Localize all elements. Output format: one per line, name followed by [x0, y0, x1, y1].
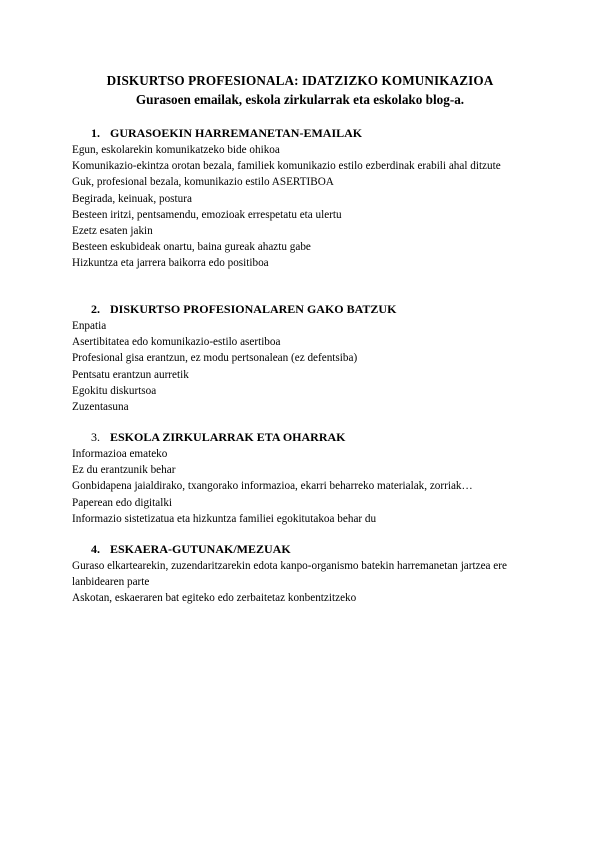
list-item: Gonbidapena jaialdirako, txangorako informazioa, ekarri beharreko materialak, zorriak… [72, 480, 473, 493]
section-heading [91, 429, 542, 445]
list-item: Hizkuntza eta jarrera baikorra edo positiboa [72, 257, 269, 270]
list-item: Zuzentasuna [72, 401, 129, 414]
list-item: Informazioa emateko [72, 448, 168, 460]
section-number: 3. [91, 430, 100, 444]
list-item: Besteen iritzi, pentsamendu, emozioak errespetatu eta ulertu [72, 208, 342, 221]
list-item: Enpatia [72, 320, 107, 332]
section-4 [72, 541, 542, 607]
section-2 [72, 301, 542, 415]
list-item: Profesional gisa erantzun, ez modu pertsonalean (ez defentsiba) [72, 352, 358, 365]
section-title: GURASOEKIN HARREMANETAN-EMAILAK [110, 126, 363, 140]
list-item: Ez du erantzunik behar [72, 464, 176, 477]
section-3 [72, 429, 542, 527]
section-1 [72, 125, 542, 272]
list-item: Asertibitatea edo komunikazio-estilo asertiboa [72, 336, 281, 349]
title-block [0, 72, 600, 108]
list-item: Guraso elkartearekin, zuzendaritzarekin edota kanpo-organismo batekin harremanetan jartzea ere lanbidearen parte [72, 560, 507, 589]
list-item: Askotan, eskaeraren bat egiteko edo zerbaitetaz konbentzitzeko [72, 592, 357, 605]
section-number: 4. [91, 542, 100, 556]
list-item: Informazio sistetizatua eta hizkuntza familiei egokitutakoa behar du [72, 512, 377, 525]
list-item: Paperean edo digitalki [72, 496, 173, 509]
list-item: Begirada, keinuak, postura [72, 192, 192, 205]
section-title: ESKOLA ZIRKULARRAK ETA OHARRAK [110, 430, 346, 444]
section-heading [91, 125, 542, 141]
section-title: DISKURTSO PROFESIONALAREN GAKO BATZUK [110, 302, 397, 316]
document-title: DISKURTSO PROFESIONALA: IDATZIZKO KOMUNIKAZIOA [106, 73, 494, 88]
list-item: Ezetz esaten jakin [72, 225, 153, 238]
section-number: 2. [91, 302, 100, 316]
document-subtitle: Gurasoen emailak, eskola zirkularrak eta eskolako blog-a. [135, 92, 465, 107]
list-item: Guk, profesional bezala, komunikazio estilo ASERTIBOA [72, 176, 334, 189]
section-number: 1. [91, 126, 100, 140]
section-heading [91, 541, 542, 557]
list-item: Pentsatu erantzun aurretik [72, 368, 189, 381]
list-item: Egokitu diskurtsoa [72, 384, 157, 397]
section-title: ESKAERA-GUTUNAK/MEZUAK [110, 542, 291, 556]
section-heading [91, 301, 542, 317]
list-item: Besteen eskubideak onartu, baina gureak ahaztu gabe [72, 241, 311, 254]
list-item: Komunikazio-ekintza orotan bezala, familiek komunikazio estilo ezberdinak erabili ahal ditzute [72, 160, 501, 173]
list-item: Egun, eskolarekin komunikatzeko bide ohikoa [72, 144, 280, 156]
